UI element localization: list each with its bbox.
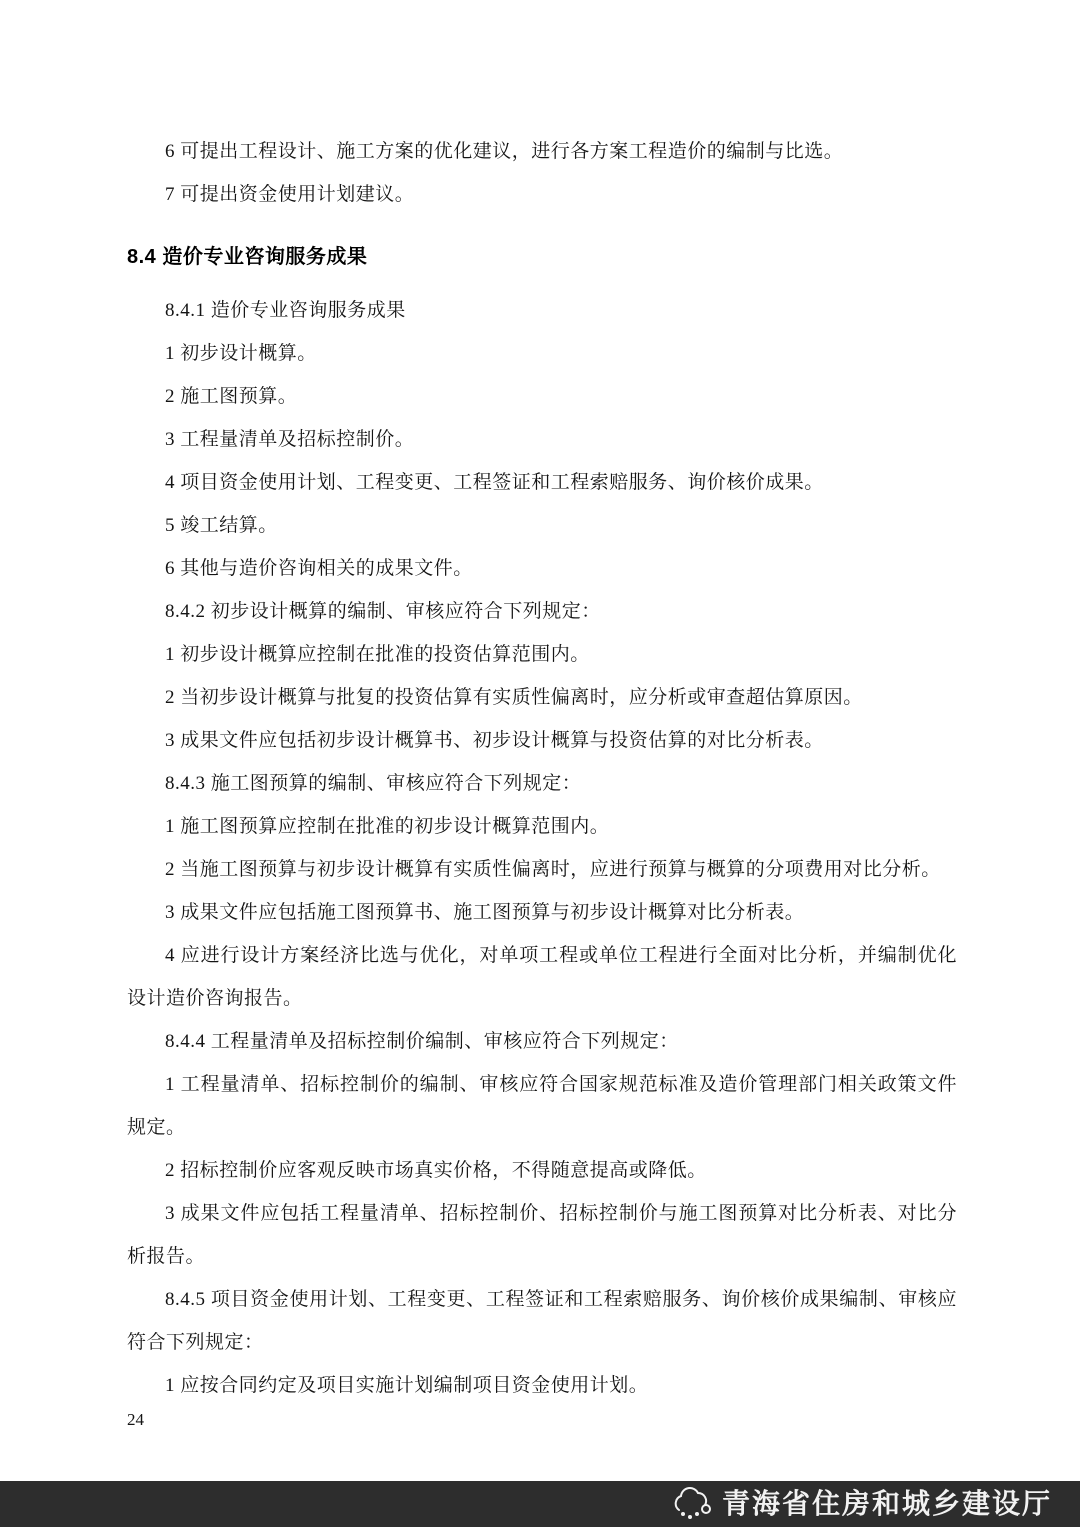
footer-bar — [0, 1481, 1080, 1527]
body-paragraph: 8.4.2 初步设计概算的编制、审核应符合下列规定： — [165, 601, 601, 622]
body-paragraph: 1 工程量清单、招标控制价的编制、审核应符合国家规范标准及造价管理部门相关政策文件规定。 — [127, 1074, 957, 1138]
body-paragraph: 7 可提出资金使用计划建议。 — [165, 184, 415, 205]
section-heading: 8.4 造价专业咨询服务成果 — [127, 246, 368, 268]
body-paragraph: 2 招标控制价应客观反映市场真实价格，不得随意提高或降低。 — [165, 1160, 707, 1181]
body-paragraph: 8.4.3 施工图预算的编制、审核应符合下列规定： — [165, 773, 582, 794]
body-paragraph: 2 当初步设计概算与批复的投资估算有实质性偏离时，应分析或审查超估算原因。 — [165, 687, 863, 708]
body-paragraph: 2 施工图预算。 — [165, 386, 298, 407]
body-paragraph: 1 初步设计概算应控制在批准的投资估算范围内。 — [165, 644, 590, 665]
body-paragraph: 6 可提出工程设计、施工方案的优化建议，进行各方案工程造价的编制与比选。 — [165, 141, 844, 162]
body-paragraph: 5 竣工结算。 — [165, 515, 278, 536]
body-paragraph: 4 项目资金使用计划、工程变更、工程签证和工程索赔服务、询价核价成果。 — [165, 472, 824, 493]
body-paragraph: 3 成果文件应包括施工图预算书、施工图预算与初步设计概算对比分析表。 — [165, 902, 805, 923]
page-number: 24 — [127, 1410, 144, 1429]
document-body — [127, 130, 957, 1407]
body-paragraph: 6 其他与造价咨询相关的成果文件。 — [165, 558, 473, 579]
body-paragraph: 1 施工图预算应控制在批准的初步设计概算范围内。 — [165, 816, 610, 837]
body-paragraph: 1 初步设计概算。 — [165, 343, 317, 364]
body-paragraph: 2 当施工图预算与初步设计概算有实质性偏离时，应进行预算与概算的分项费用对比分析。 — [165, 859, 941, 880]
body-paragraph: 4 应进行设计方案经济比选与优化，对单项工程或单位工程进行全面对比分析，并编制优化设计造价咨询报告。 — [127, 945, 957, 1009]
body-paragraph: 8.4.1 造价专业咨询服务成果 — [165, 300, 406, 321]
department-name: 青海省住房和城乡建设厅 — [721, 1488, 1052, 1519]
body-paragraph: 8.4.5 项目资金使用计划、工程变更、工程签证和工程索赔服务、询价核价成果编制、审核应符合下列规定： — [127, 1289, 957, 1353]
body-paragraph: 3 工程量清单及招标控制价。 — [165, 429, 415, 450]
department-logo-icon — [668, 1487, 714, 1521]
body-paragraph: 3 成果文件应包括初步设计概算书、初步设计概算与投资估算的对比分析表。 — [165, 730, 824, 751]
body-paragraph: 1 应按合同约定及项目实施计划编制项目资金使用计划。 — [165, 1375, 649, 1396]
body-paragraph: 3 成果文件应包括工程量清单、招标控制价、招标控制价与施工图预算对比分析表、对比分析报告。 — [127, 1203, 957, 1267]
body-paragraph: 8.4.4 工程量清单及招标控制价编制、审核应符合下列规定： — [165, 1031, 679, 1052]
